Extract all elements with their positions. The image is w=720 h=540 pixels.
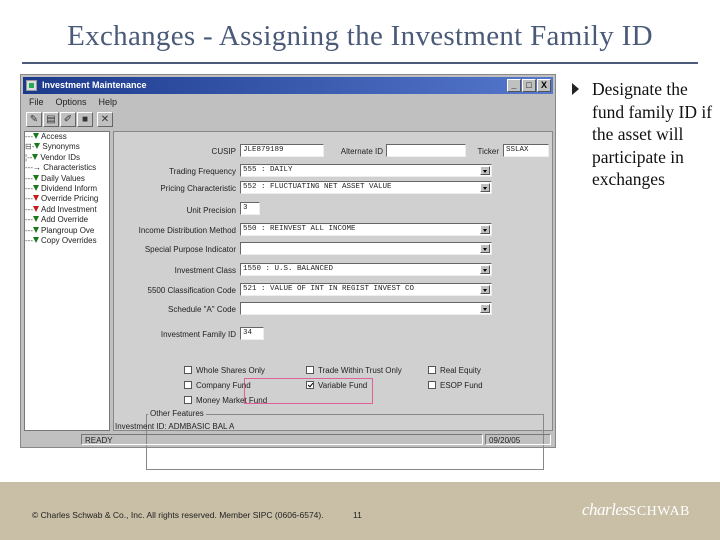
investment-id-status: Investment ID: ADMBASIC BAL A [115, 422, 235, 431]
tree-node-label: Add Investment [41, 204, 97, 214]
checkbox-esop-fund[interactable] [428, 381, 483, 390]
save-icon[interactable]: ■ [77, 112, 93, 127]
checkbox-box[interactable] [184, 396, 192, 404]
green-triangle-icon [33, 133, 39, 139]
unit-precision-label: Unit Precision [186, 206, 236, 215]
tree-node[interactable] [25, 236, 109, 246]
tree-node[interactable] [25, 132, 109, 142]
green-triangle-icon [33, 185, 39, 191]
unit-precision-field[interactable]: 3 [240, 202, 260, 215]
tree-node-label: Vendor IDs [40, 152, 80, 162]
checkbox-box[interactable] [428, 366, 436, 374]
tree-connector: --- [25, 194, 33, 204]
checkbox-trade-within-trust-only[interactable] [306, 366, 402, 375]
menu-file[interactable]: File [29, 97, 44, 107]
investment-class-value: 1550 : U.S. BALANCED [243, 265, 334, 273]
checkbox-real-equity[interactable] [428, 366, 481, 375]
checkbox-variable-fund[interactable] [306, 381, 367, 390]
tree-node-label: Add Override [41, 215, 89, 225]
investment-class-label: Investment Class [174, 266, 236, 275]
green-triangle-icon [33, 237, 39, 243]
tree-node-label: Copy Overrides [41, 235, 97, 245]
classification-code-select[interactable] [240, 283, 492, 296]
tree-node-label: Characteristics [43, 163, 97, 173]
checkbox-label: Trade Within Trust Only [318, 366, 402, 375]
logo-script: charles [582, 500, 629, 519]
tree-node-label: Access [41, 132, 67, 141]
logo-caps: SCHWAB [628, 504, 690, 519]
tree-connector: --- [25, 173, 33, 183]
window-titlebar[interactable] [23, 77, 553, 94]
menu-help[interactable]: Help [98, 97, 118, 107]
checkbox-label: Variable Fund [318, 381, 368, 390]
checkbox-label: Company Fund [196, 381, 251, 390]
ticker-label: Ticker [477, 147, 499, 156]
income-distribution-select[interactable] [240, 223, 492, 236]
checkbox-box[interactable] [184, 381, 192, 389]
open-icon[interactable]: ▤ [43, 112, 59, 127]
bullet-text: Designate the fund family ID if the asset will participate in exchanges [592, 79, 713, 189]
tree-connector: --- [25, 204, 33, 214]
green-triangle-icon [33, 216, 39, 222]
dropdown-arrow-icon[interactable] [480, 304, 490, 313]
tree-node-label: Dividend Inform [41, 183, 98, 193]
dropdown-arrow-icon[interactable] [480, 183, 490, 192]
green-triangle-icon [33, 175, 39, 181]
menu-options[interactable]: Options [55, 97, 87, 107]
alternate-id-label: Alternate ID [340, 147, 383, 156]
tree-node-label: Override Pricing [41, 194, 99, 204]
special-purpose-label: Special Purpose Indicator [144, 245, 236, 254]
app-icon [26, 80, 37, 91]
green-triangle-icon [34, 143, 40, 149]
schedule-a-code-select[interactable] [240, 302, 492, 315]
tree-connector: ¦-- [25, 152, 33, 162]
tree-connector: --- [25, 163, 33, 173]
arrow-right-icon: → [33, 163, 44, 173]
charles-schwab-logo [582, 500, 690, 520]
tree-node[interactable] [25, 142, 109, 152]
special-purpose-select[interactable] [240, 242, 492, 255]
tree-node[interactable] [25, 205, 109, 215]
income-distribution-label: Income Distribution Method [138, 226, 236, 235]
tree-node-label: Daily Values [41, 173, 85, 183]
close-window-button[interactable]: X [537, 79, 551, 92]
investment-maintenance-window [20, 74, 556, 448]
red-triangle-icon [33, 195, 39, 201]
tree-node[interactable] [25, 194, 109, 204]
page-number: 11 [353, 510, 362, 520]
pricing-characteristic-select[interactable] [240, 181, 492, 194]
alternate-id-field[interactable] [386, 144, 466, 157]
green-triangle-icon [33, 227, 39, 233]
tree-connector: ⊟- [25, 142, 35, 152]
menu-bar [23, 95, 553, 109]
maximize-button[interactable]: □ [522, 79, 536, 92]
schedule-a-code-label: Schedule "A" Code [168, 305, 236, 314]
window-title: Investment Maintenance [42, 80, 147, 90]
tree-connector: --- [25, 183, 33, 193]
checkbox-money-market-fund[interactable] [184, 396, 267, 405]
trading-frequency-label: Trading Frequency [169, 167, 236, 176]
tree-connector: --- [25, 132, 33, 141]
income-distribution-value: 550 : REINVEST ALL INCOME [243, 225, 356, 233]
tree-node[interactable] [25, 153, 109, 163]
navigation-tree [24, 131, 110, 431]
tree-node[interactable] [25, 184, 109, 194]
checkbox-label: ESOP Fund [440, 381, 483, 390]
checkbox-label: Real Equity [440, 366, 481, 375]
tree-node-label: Plangroup Ove [41, 225, 95, 235]
classification-code-label: 5500 Classification Code [147, 286, 236, 295]
dropdown-arrow-icon[interactable] [480, 225, 490, 234]
dropdown-arrow-icon[interactable] [480, 265, 490, 274]
pricing-characteristic-label: Pricing Characteristic [160, 184, 236, 193]
other-features-label: Other Features [150, 409, 204, 418]
red-triangle-icon [33, 206, 39, 212]
dropdown-arrow-icon[interactable] [480, 285, 490, 294]
slide-title: Exchanges - Assigning the Investment Family ID [67, 20, 653, 52]
tree-node[interactable] [25, 226, 109, 236]
ticker-field[interactable]: SSLAX [503, 144, 549, 157]
tree-node-label: Synonyms [42, 142, 80, 152]
status-ready: READY [81, 434, 483, 445]
dropdown-arrow-icon[interactable] [480, 166, 490, 175]
green-triangle-icon [32, 154, 38, 160]
edit-icon[interactable]: ✐ [60, 112, 76, 127]
tree-node[interactable] [25, 163, 109, 173]
copyright-text: © Charles Schwab & Co., Inc. All rights reserved. Member SIPC (0606-6574). [32, 510, 324, 520]
minimize-button[interactable]: _ [507, 79, 521, 92]
window-status-bar [23, 434, 553, 446]
trading-frequency-value: 555 : DAILY [243, 166, 293, 174]
checkbox-label: Money Market Fund [196, 396, 268, 405]
classification-code-value: 521 : VALUE OF INT IN REGIST INVEST CO [243, 285, 415, 293]
tree-connector: --- [25, 215, 33, 225]
checkbox-box-checked[interactable] [306, 381, 314, 389]
dropdown-arrow-icon[interactable] [480, 244, 490, 253]
checkbox-box[interactable] [428, 381, 436, 389]
checkbox-label: Whole Shares Only [196, 366, 265, 375]
cusip-label: CUSIP [211, 147, 236, 156]
tree-connector: --- [25, 235, 33, 245]
title-divider [22, 62, 698, 64]
tree-node[interactable] [25, 174, 109, 184]
checkbox-whole-shares-only[interactable] [184, 366, 265, 375]
tree-node[interactable] [25, 215, 109, 225]
toolbar [23, 111, 553, 129]
bullet-arrow-icon [572, 83, 579, 95]
checkbox-box[interactable] [184, 366, 192, 374]
trading-frequency-select[interactable] [240, 164, 492, 177]
cusip-field[interactable]: JLE879189 [240, 144, 324, 157]
investment-family-id-label: Investment Family ID [160, 330, 236, 339]
investment-family-id-field[interactable]: 34 [240, 327, 264, 340]
wand-icon[interactable]: ✎ [26, 112, 42, 127]
tree-connector: --- [25, 225, 33, 235]
pricing-characteristic-value: 552 : FLUCTUATING NET ASSET VALUE [243, 183, 392, 191]
checkbox-company-fund[interactable] [184, 381, 251, 390]
investment-class-select[interactable] [240, 263, 492, 276]
checkbox-box[interactable] [306, 366, 314, 374]
investment-form [113, 131, 553, 431]
cancel-icon[interactable]: ✕ [97, 112, 113, 127]
status-date: 09/20/05 [485, 434, 551, 445]
